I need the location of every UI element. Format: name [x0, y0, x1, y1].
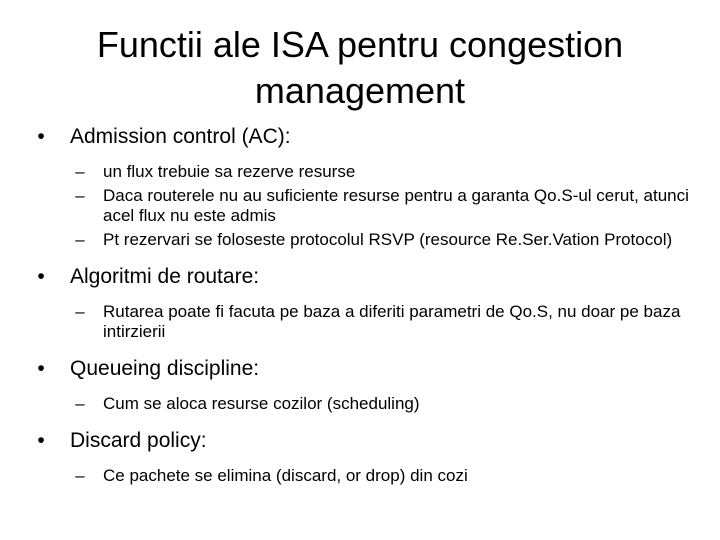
bullet-text: Algoritmi de routare: — [70, 265, 260, 288]
bullet-text: Discard policy: — [70, 429, 207, 452]
bullet-marker: • — [37, 429, 45, 452]
bullet-heading — [30, 356, 690, 382]
bullet-heading — [30, 124, 690, 150]
slide-body — [30, 124, 690, 500]
sub-item-text: Daca routerele nu au suficiente resurse pentru a garanta Qo.S-ul cerut, atunci acel flux nu este admis — [103, 186, 689, 225]
sub-list — [30, 162, 690, 250]
section-queueing-discipline — [30, 356, 690, 414]
sub-item-text: Rutarea poate fi facuta pe baza a diferiti parametri de Qo.S, nu doar pe baza intirzierii — [103, 302, 681, 341]
section-discard-policy — [30, 428, 690, 486]
sub-item — [30, 230, 690, 250]
sub-list — [30, 466, 690, 486]
sub-marker: – — [75, 186, 85, 205]
section-admission-control — [30, 124, 690, 250]
bullet-text: Admission control (AC): — [70, 125, 291, 148]
sub-marker: – — [75, 230, 85, 249]
bullet-marker: • — [37, 125, 45, 148]
sub-item-text: Cum se aloca resurse cozilor (scheduling) — [103, 394, 420, 413]
bullet-marker: • — [37, 265, 45, 288]
sub-item-text: Ce pachete se elimina (discard, or drop) din cozi — [103, 466, 468, 485]
sub-item-text: Pt rezervari se foloseste protocolul RSVP (resource Re.Ser.Vation Protocol) — [103, 230, 673, 249]
sub-item — [30, 394, 690, 414]
section-routing-algorithms — [30, 264, 690, 342]
bullet-heading — [30, 264, 690, 290]
sub-item — [30, 302, 690, 342]
bullet-heading — [30, 428, 690, 454]
bullet-text: Queueing discipline: — [70, 357, 260, 380]
bullet-marker: • — [37, 357, 45, 380]
sub-list — [30, 394, 690, 414]
sub-item — [30, 466, 690, 486]
slide-title-line-2: management — [254, 70, 466, 111]
slide-title — [40, 22, 680, 114]
sub-list — [30, 302, 690, 342]
slide-title-line-1: Functii ale ISA pentru congestion — [96, 24, 624, 65]
sub-marker: – — [75, 162, 85, 181]
sub-item — [30, 162, 690, 182]
sub-marker: – — [75, 302, 85, 321]
sub-item-text: un flux trebuie sa rezerve resurse — [103, 162, 356, 181]
sub-marker: – — [75, 466, 85, 485]
sub-item — [30, 186, 690, 226]
sub-marker: – — [75, 394, 85, 413]
